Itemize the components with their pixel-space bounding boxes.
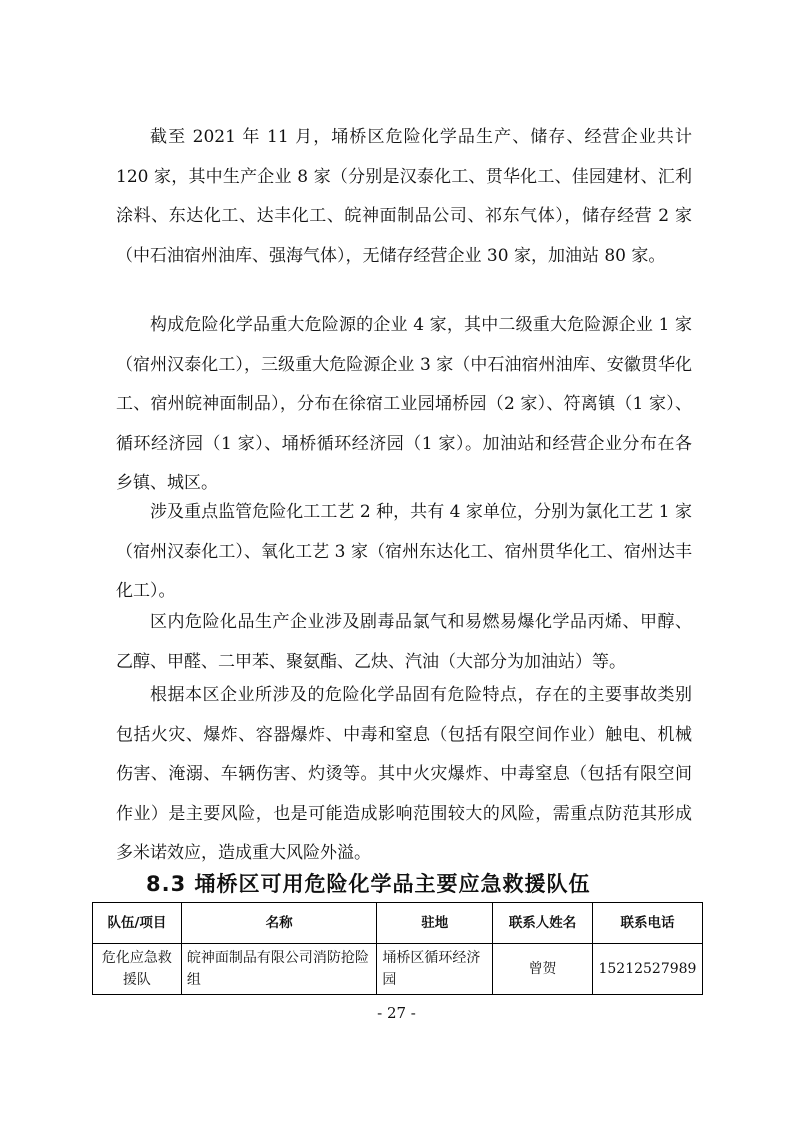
page-number: - 27 - — [377, 1004, 416, 1022]
rescue-team-table — [92, 902, 703, 995]
section-heading: 8.3 埇桥区可用危险化学品主要应急救援队伍 — [146, 872, 591, 896]
paragraph-accident-types: 根据本区企业所涉及的危险化学品固有危险特点，存在的主要事故类别包括火灾、爆炸、容器爆炸、中毒和窒息（包括有限空间作业）触电、机械伤害、淹溺、车辆伤害、灼烫等。其中火灾爆炸、中毒窒息（包括有限空间作业）是主要风险，也是可能造成影响范围较大的风险，需重点防范其形成多米诺效应，造成重大风险外溢。 — [116, 685, 692, 864]
cell-team: 危化应急救援队 — [93, 944, 182, 995]
table-row — [93, 944, 703, 995]
paragraph-hazardous-processes: 涉及重点监管危险化工工艺 2 种，共有 4 家单位，分别为氯化工艺 1 家（宿州汉泰化工）、氧化工艺 3 家（宿州东达化工、宿州贯华化工、宿州达丰化工）。 — [116, 502, 692, 602]
table-header-row — [93, 903, 703, 944]
header-contact-person: 联系人姓名 — [493, 903, 593, 944]
cell-contact-person: 曾贺 — [493, 944, 593, 995]
cell-location: 埇桥区循环经济园 — [377, 944, 493, 995]
cell-phone: 15212527989 — [592, 944, 702, 995]
paragraph-major-hazard-sources: 构成危险化学品重大危险源的企业 4 家，其中二级重大危险源企业 1 家（宿州汉泰化工），三级重大危险源企业 3 家（中石油宿州油库、安徽贯华化工、宿州皖神面制品），分布在徐宿工业园埇桥园（2 家）、符离镇（1 家）、循环经济园（1 家）、埇桥循环经济园（1 家）。加油站和经营企业分布在各乡镇、城区。 — [116, 315, 692, 494]
header-phone: 联系电话 — [592, 903, 702, 944]
header-team: 队伍/项目 — [93, 903, 182, 944]
cell-name: 皖神面制品有限公司消防抢险组 — [181, 944, 377, 995]
paragraph-hazardous-chemicals: 区内危险化品生产企业涉及剧毒品氯气和易燃易爆化学品丙烯、甲醇、乙醇、甲醛、二甲苯、聚氨酯、乙炔、汽油（大部分为加油站）等。 — [116, 612, 692, 672]
paragraph-enterprise-count: 截至 2021 年 11 月，埇桥区危险化学品生产、储存、经营企业共计 120 家，其中生产企业 8 家（分别是汉泰化工、贯华化工、佳园建材、汇利涂料、东达化工、达丰化工、皖神面制品公司、祁东气体），储存经营 2 家（中石油宿州油库、强海气体），无储存经营企业 30 家，加油站 80 家。 — [116, 127, 692, 266]
header-location: 驻地 — [377, 903, 493, 944]
header-name: 名称 — [181, 903, 377, 944]
